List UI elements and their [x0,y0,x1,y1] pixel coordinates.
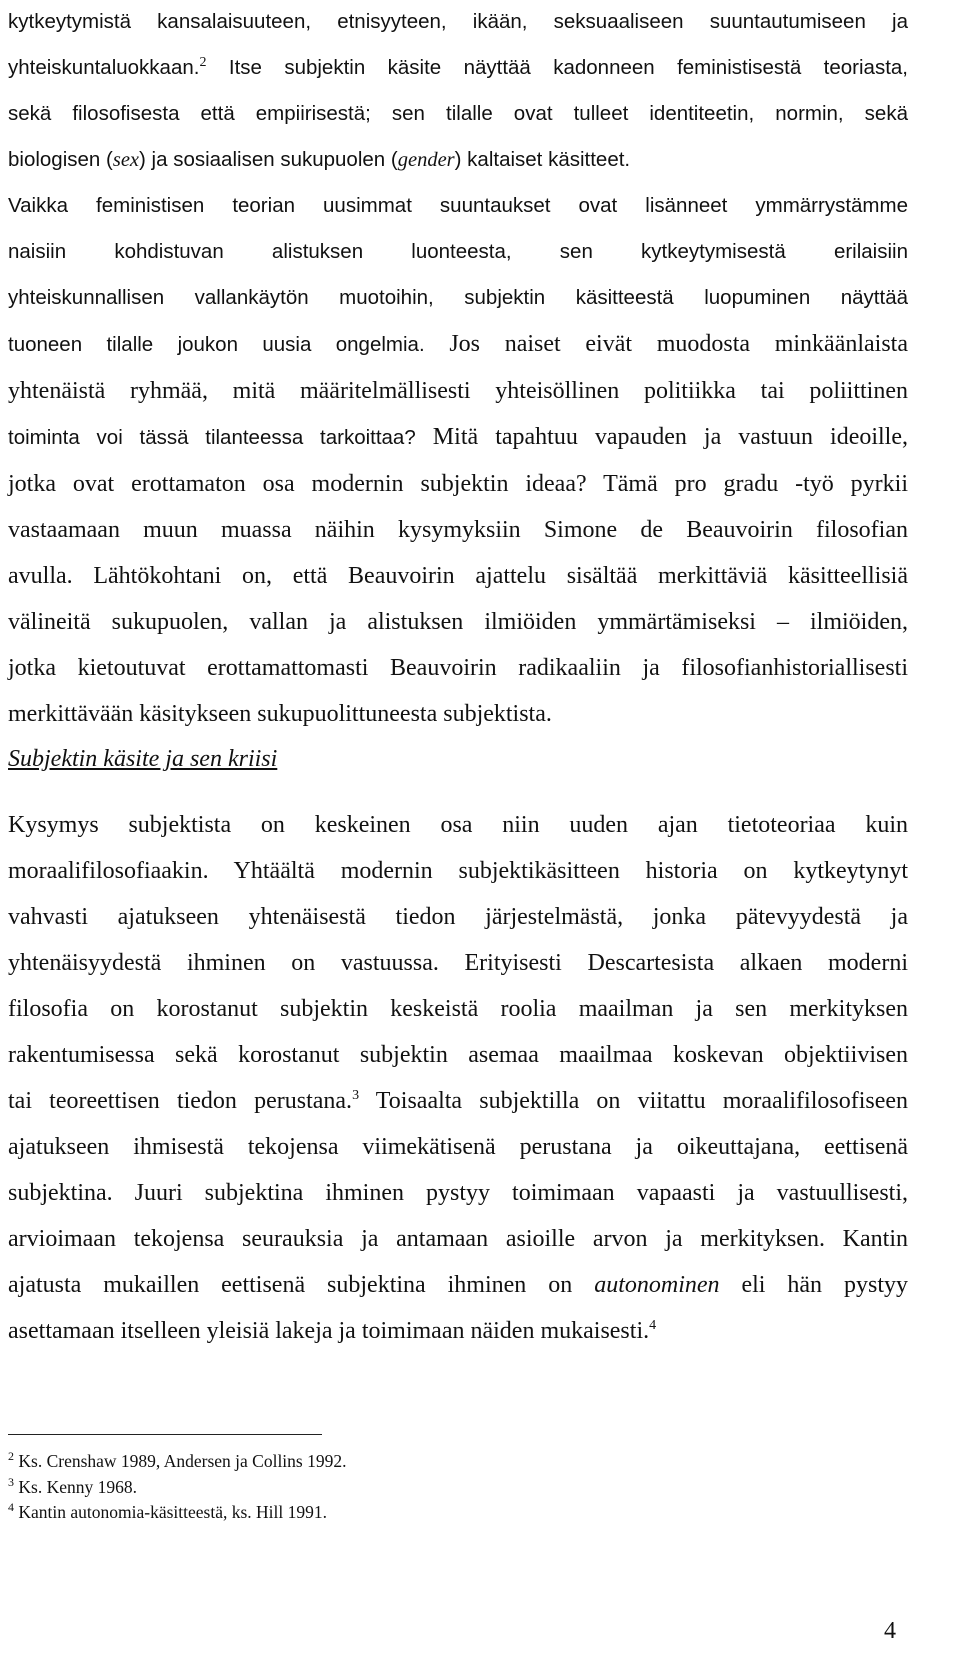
text-line: ajatusta mukaillen eettisenä subjektina ihminen on autonominen eli hän pystyy [8,1272,908,1298]
text-line: subjektina. Juuri subjektina ihminen pystyy toimimaan vapaasti ja vastuullisesti, [8,1180,908,1206]
text-line: tuoneen tilalle joukon uusia ongelmia. Jos naiset eivät muodosta minkäänlaista [8,331,909,357]
paragraph-intro [8,0,908,183]
text-line: biologisen (sex) ja sosiaalisen sukupuolen (gender) kaltaiset käsitteet. [8,148,631,171]
text-line: merkittävään käsitykseen sukupuolittuneesta subjektista. [8,701,552,727]
footnote-separator [8,1434,322,1435]
text-line: jotka kietoutuvat erottamattomasti Beauvoirin radikaaliin ja filosofianhistoriallisesti [8,655,908,681]
text-line: yhtenäisyydestä ihminen on vastuussa. Erityisesti Descartesista alkaen moderni [8,950,908,976]
paragraph-subject-concept [8,802,908,1354]
footnote: $^4$ Kantin autonomia-käsitteestä, ks. Hill 1991. [8,1500,328,1522]
footnote-ref: 4 [649,1318,657,1333]
text-line: välineitä sukupuolen, vallan ja alistuksen ilmiöiden ymmärtämiseksi – ilmiöiden, [8,609,908,635]
text-line: tai teoreettisen tiedon perustana.$^3$ Toisaalta subjektilla on viitattu moraalifilosofiseen [8,1088,909,1114]
text-line: vastaamaan muun muassa näihin kysymyksiin Simone de Beauvoirin filosofian [8,517,908,543]
text-line: moraalifilosofiaakin. Yhtäältä modernin subjektikäsitteen historia on kytkeytynyt [8,858,908,884]
footnote-ref: 2 [199,55,207,71]
text-line: toiminta voi tässä tilanteessa tarkoittaa? Mitä tapahtuu vapauden ja vastuun ideoille, [8,424,908,450]
section-heading: Subjektin käsite ja sen kriisi [8,746,278,772]
text-line: jotka ovat erottamaton osa modernin subjektin ideaa? Tämä pro gradu -työ pyrkii [8,471,908,497]
text-line: sekä filosofisesta että empiirisestä; sen tilalle ovat tulleet identiteetin, normin, sekä [8,102,908,125]
text-line: arvioimaan tekojensa seurauksia ja antamaan asioille arvon ja merkityksen. Kantin [8,1226,908,1252]
footnote: $^3$ Ks. Kenny 1968. [8,1475,137,1497]
text-line: asettamaan itselleen yleisiä lakeja ja toimimaan näiden mukaisesti.$^4$ [8,1318,657,1344]
text-line: yhteiskuntaluokkaan.$^2$ Itse subjektin käsite näyttää kadonneen feministisestä teoriasta, [8,55,908,79]
text-line: yhtenäistä ryhmää, mitä määritelmällisesti yhteisöllinen politiikka tai poliittinen [8,378,908,404]
text-line: kytkeytymistä kansalaisuuteen, etnisyyteen, ikään, seksuaaliseen suuntautumiseen ja [8,10,908,33]
page-number: 4 [884,1618,896,1644]
text-line: avulla. Lähtökohtani on, että Beauvoirin ajattelu sisältää merkittäviä käsitteellisiä [8,563,908,589]
text-line: vahvasti ajatukseen yhtenäisestä tiedon järjestelmästä, jonka pätevyydestä ja [8,904,908,930]
text-line: filosofia on korostanut subjektin keskeistä roolia maailman ja sen merkityksen [8,996,908,1022]
text-line: rakentumisessa sekä korostanut subjektin asemaa maailmaa koskevan objektiivisen [8,1042,908,1068]
paragraph-feminist-theory [8,183,908,737]
text-line: naisiin kohdistuvan alistuksen luonteesta, sen kytkeytymisestä erilaisiin [8,240,908,263]
text-line: Vaikka feministisen teorian uusimmat suuntaukset ovat lisänneet ymmärrystämme [8,194,908,217]
footnote-ref: 3 [352,1088,360,1103]
footnote: $^2$ Ks. Crenshaw 1989, Andersen ja Collins 1992. [8,1449,347,1471]
text-line: ajatukseen ihmisestä tekojensa viimekätisenä perustana ja oikeuttajana, eettisenä [8,1134,908,1160]
text-line: Kysymys subjektista on keskeinen osa niin uuden ajan tietoteoriaa kuin [8,812,908,838]
text-line: yhteiskunnallisen vallankäytön muotoihin, subjektin käsitteestä luopuminen näyttää [8,286,908,309]
